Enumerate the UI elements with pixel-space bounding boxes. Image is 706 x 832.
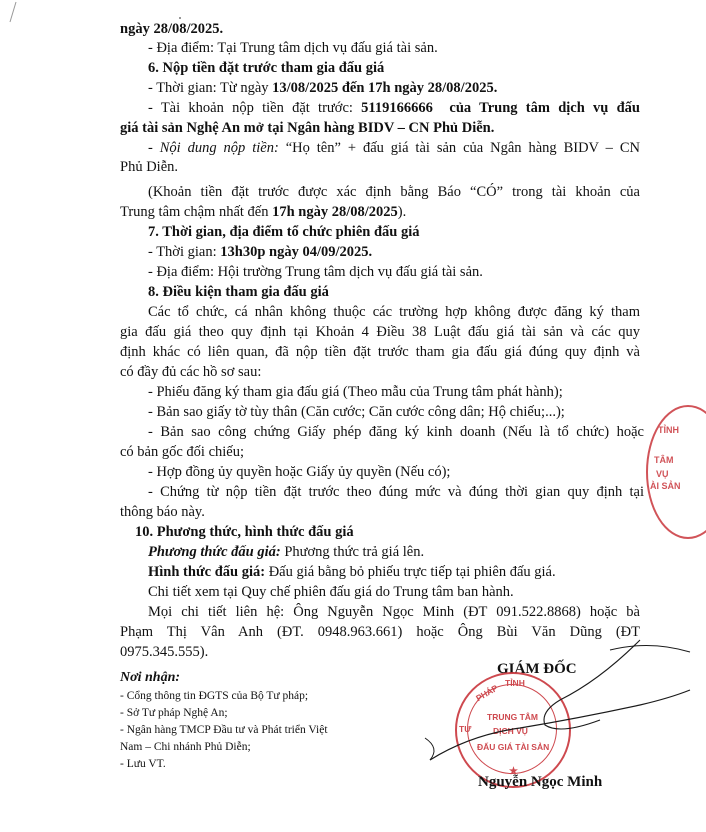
official-seal: TỈNH PHÁP TƯ TRUNG TÂM DỊCH VỤ ĐẤU GIÁ TÀI SẢN ★	[455, 672, 571, 788]
recipient-item: - Cổng thông tin ĐGTS của Bộ Tư pháp;	[120, 690, 309, 702]
section-heading: 10. Phương thức, hình thức đấu giá	[135, 524, 354, 540]
doc-line: định khác có liên quan, đã nộp tiền đặt trước tham gia đấu giá đúng quy định và	[120, 344, 640, 360]
edge-stamp-text: ÀI SẢN	[650, 481, 681, 491]
doc-line: có bản gốc đối chiếu;	[120, 444, 245, 460]
recipients-heading: Nơi nhận:	[120, 670, 181, 685]
doc-line: Phương thức đấu giá: Phương thức trả giá lên.	[148, 544, 425, 560]
list-item: - Phiếu đăng ký tham gia đấu giá (Theo mẫu của Trung tâm phát hành);	[148, 384, 563, 400]
edge-stamp-text: VỤ	[656, 469, 669, 479]
scan-specks	[0, 0, 706, 40]
doc-line: - Địa điểm: Hội trường Trung tâm dịch vụ đấu giá tài sản.	[148, 264, 483, 280]
list-item: - Bản sao giấy tờ tùy thân (Căn cước; Căn cước công dân; Hộ chiếu;...);	[148, 404, 565, 420]
doc-line: Phạm Thị Vân Anh (ĐT. 0948.963.661) hoặc Ông Bùi Văn Dũng (ĐT	[120, 624, 640, 640]
edge-stamp-text: TÂM	[654, 455, 674, 465]
signatory-title: GIÁM ĐỐC	[497, 661, 577, 677]
seal-text: TƯ	[459, 724, 472, 734]
doc-line: Hình thức đấu giá: Đấu giá bằng bỏ phiếu trực tiếp tại phiên đấu giá.	[148, 564, 556, 580]
doc-line: có đầy đủ các hồ sơ sau:	[120, 364, 262, 380]
doc-line: Phủ Diễn.	[120, 159, 178, 175]
doc-line: giá tài sản Nghệ An mở tại Ngân hàng BIDV – CN Phủ Diễn.	[120, 120, 495, 136]
seal-text: TRUNG TÂM	[487, 712, 538, 722]
recipient-item: - Lưu VT.	[120, 758, 166, 770]
seal-text: ĐẤU GIÁ TÀI SẢN	[477, 742, 550, 752]
doc-line: - Thời gian: Từ ngày 13/08/2025 đến 17h ngày 28/08/2025.	[148, 80, 498, 96]
doc-line: Mọi chi tiết liên hệ: Ông Nguyễn Ngọc Minh (ĐT 091.522.8868) hoặc bà	[148, 604, 640, 620]
seal-text: TỈNH	[505, 678, 525, 688]
section-heading: 7. Thời gian, địa điểm tổ chức phiên đấu giá	[148, 224, 420, 240]
doc-line: Trung tâm chậm nhất đến 17h ngày 28/08/2025).	[120, 204, 407, 220]
doc-line: - Địa điểm: Tại Trung tâm dịch vụ đấu giá tài sản.	[148, 40, 438, 56]
edge-stamp-text: TỈNH	[658, 425, 679, 435]
doc-line: ngày 28/08/2025.	[120, 21, 224, 37]
doc-line: - Nội dung nộp tiền: “Họ tên” + đấu giá tài sản của Ngân hàng BIDV – CN	[148, 140, 640, 156]
recipient-item: - Ngân hàng TMCP Đầu tư và Phát triển Việt	[120, 724, 328, 736]
doc-line: - Tài khoản nộp tiền đặt trước: 5119166666 của Trung tâm dịch vụ đấu	[148, 100, 640, 116]
doc-line: - Thời gian: 13h30p ngày 04/09/2025.	[148, 244, 373, 260]
recipient-item: Nam – Chi nhánh Phủ Diễn;	[120, 741, 251, 753]
list-item: - Hợp đồng ủy quyền hoặc Giấy ủy quyền (Nếu có);	[148, 464, 451, 480]
seal-text: PHÁP	[474, 682, 500, 704]
doc-line: Các tổ chức, cá nhân không thuộc các trường hợp không được đăng ký tham	[148, 304, 640, 320]
list-item: - Chứng từ nộp tiền đặt trước theo đúng mức và đúng thời gian quy định tại	[148, 484, 644, 500]
doc-line: 0975.345.555).	[120, 644, 209, 660]
doc-line: Chi tiết xem tại Quy chế phiên đấu giá do Trung tâm ban hành.	[148, 584, 514, 600]
list-item: - Bản sao công chứng Giấy phép đăng ký kinh doanh (Nếu là tổ chức) hoặc	[148, 424, 644, 440]
section-heading: 8. Điều kiện tham gia đấu giá	[148, 284, 329, 300]
doc-line: gia đấu giá theo quy định tại Khoản 4 Điều 38 Luật đấu giá tài sản và các quy	[120, 324, 640, 340]
signatory-name: Nguyễn Ngọc Minh	[478, 774, 603, 790]
doc-line: (Khoản tiền đặt trước được xác định bằng Báo “CÓ” trong tài khoản của	[148, 184, 640, 200]
doc-line: thông báo này.	[120, 504, 205, 520]
recipient-item: - Sở Tư pháp Nghệ An;	[120, 707, 228, 719]
seal-text: DỊCH VỤ	[493, 726, 528, 736]
section-heading: 6. Nộp tiền đặt trước tham gia đấu giá	[148, 60, 385, 76]
